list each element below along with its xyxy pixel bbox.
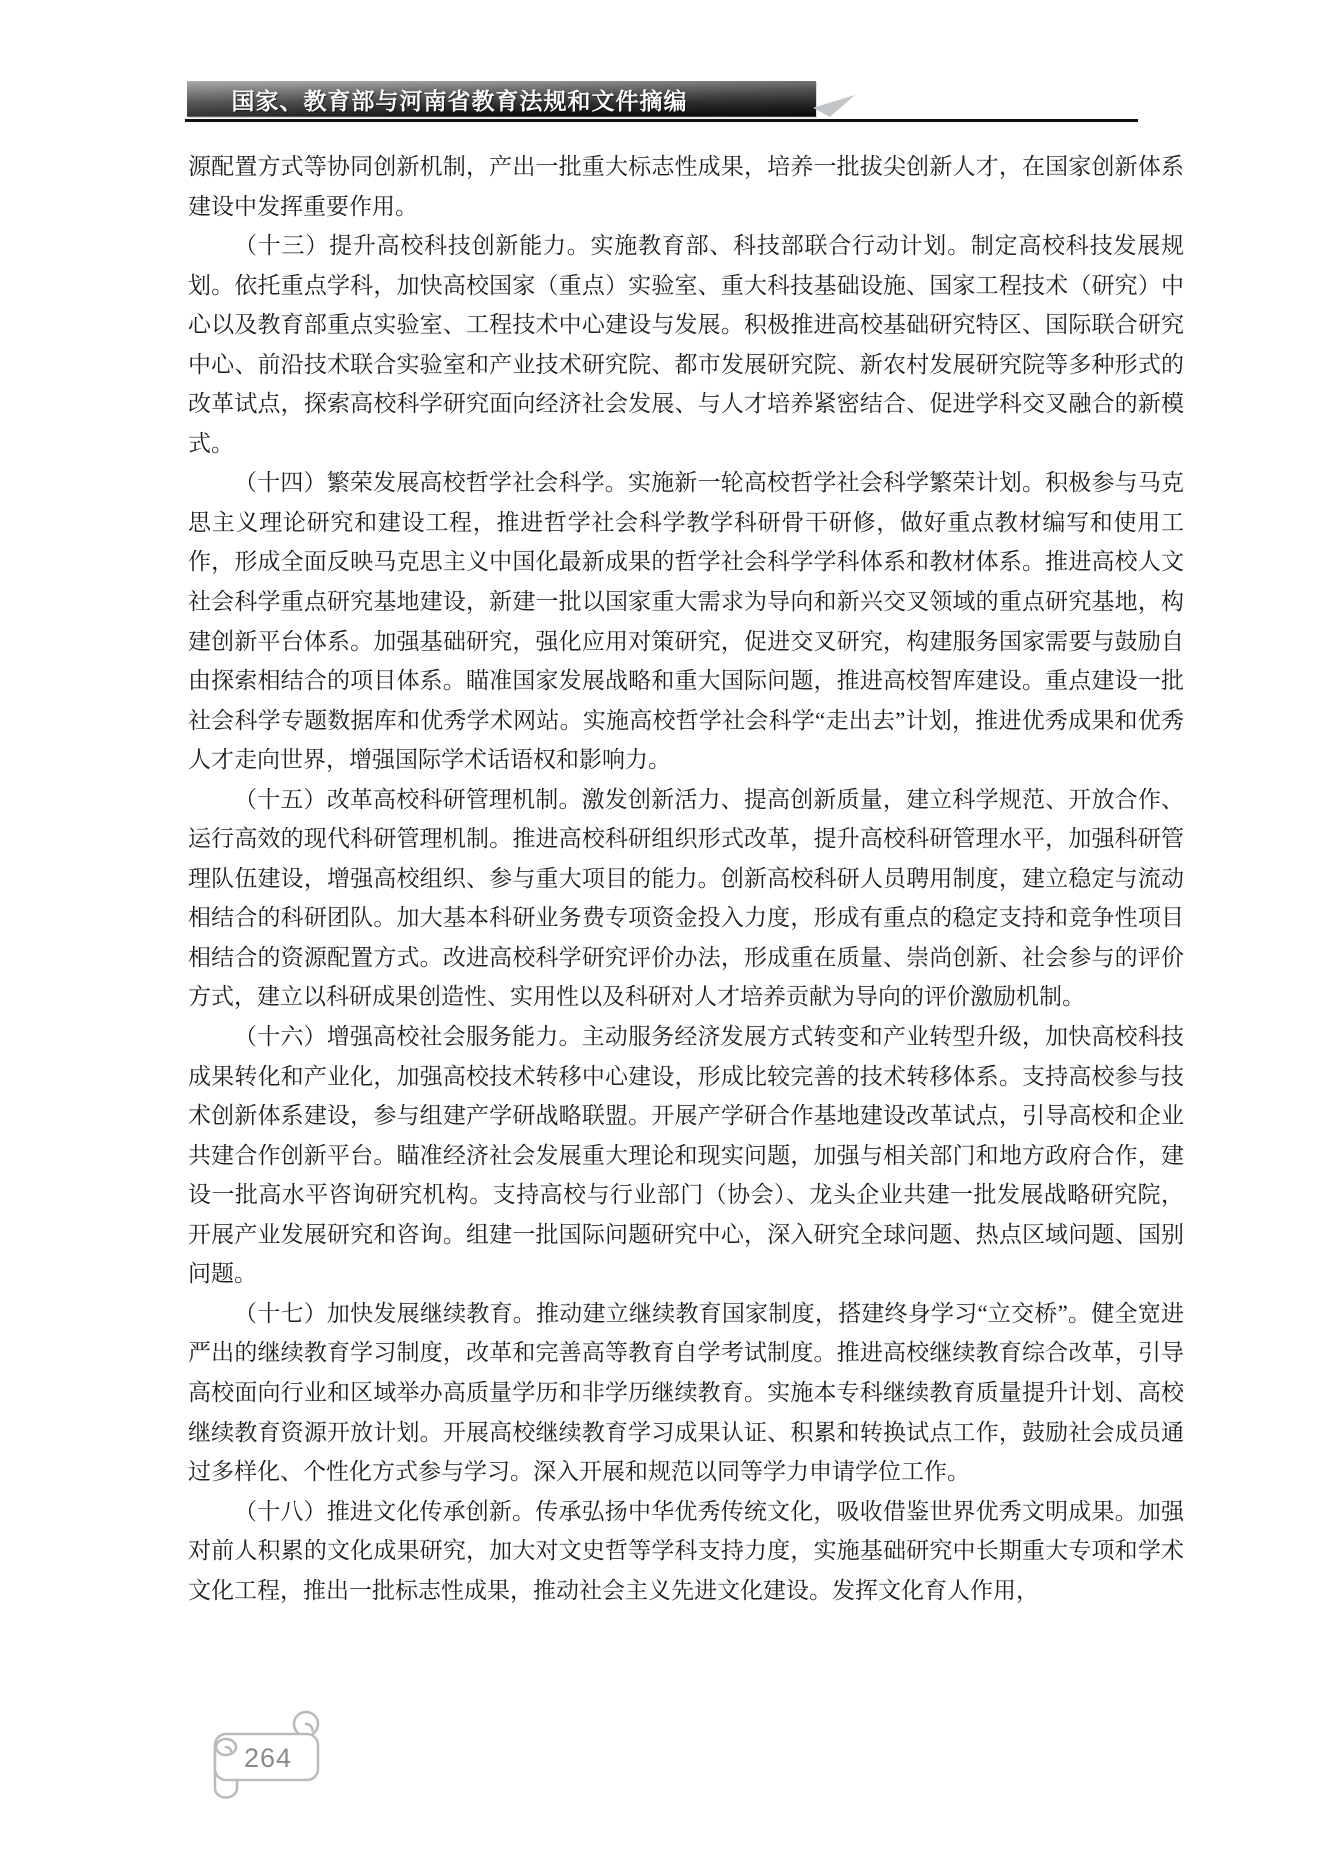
page-number: 264 — [243, 1742, 293, 1773]
document-body-text — [188, 147, 1184, 1610]
header-divider-rule — [185, 119, 1138, 122]
paragraph-continuation: 源配置方式等协同创新机制，产出一批重大标志性成果，培养一批拔尖创新人才，在国家创新体系建设中发挥重要作用。 — [188, 154, 1184, 219]
chapter-header-banner — [187, 81, 816, 117]
paragraph-item-18: （十八）推进文化传承创新。传承弘扬中华优秀传统文化，吸收借鉴世界优秀文明成果。加强对前人积累的文化成果研究，加大对文史哲等学科支持力度，实施基础研究中长期重大专项和学术文化工程，推出一批标志性成果，推动社会主义先进文化建设。发挥文化育人作用， — [188, 1498, 1184, 1603]
paragraph-item-13: （十三）提升高校科技创新能力。实施教育部、科技部联合行动计划。制定高校科技发展规划。依托重点学科，加快高校国家（重点）实验室、重大科技基础设施、国家工程技术（研究）中心以及教育部重点实验室、工程技术中心建设与发展。积极推进高校基础研究特区、国际联合研究中心、前沿技术联合实验室和产业技术研究院、都市发展研究院、新农村发展研究院等多种形式的改革试点，探索高校科学研究面向经济社会发展、与人才培养紧密结合、促进学科交叉融合的新模式。 — [188, 233, 1184, 456]
paragraph-item-15: （十五）改革高校科研管理机制。激发创新活力、提高创新质量，建立科学规范、开放合作、运行高效的现代科研管理机制。推进高校科研组织形式改革，提升高校科研管理水平，加强科研管理队伍建设，增强高校组织、参与重大项目的能力。创新高校科研人员聘用制度，建立稳定与流动相结合的科研团队。加大基本科研业务费专项资金投入力度，形成有重点的稳定支持和竞争性项目相结合的资源配置方式。改进高校科学研究评价办法，形成重在质量、崇尚创新、社会参与的评价方式，建立以科研成果创造性、实用性以及科研对人才培养贡献为导向的评价激励机制。 — [188, 786, 1184, 1010]
page-number-badge — [204, 1709, 330, 1805]
paragraph-item-17: （十七）加快发展继续教育。推动建立继续教育国家制度，搭建终身学习“立交桥”。健全宽进严出的继续教育学习制度，改革和完善高等教育自学考试制度。推进高校继续教育综合改革，引导高校面向行业和区域举办高质量学历和非学历继续教育。实施本专科继续教育质量提升计划、高校继续教育资源开放计划。开展高校继续教育学习成果认证、积累和转换试点工作，鼓励社会成员通过多样化、个性化方式参与学习。深入开展和规范以同等学力申请学位工作。 — [188, 1300, 1184, 1485]
banner-ribbon-tail-icon — [813, 95, 855, 117]
paragraph-item-14: （十四）繁荣发展高校哲学社会科学。实施新一轮高校哲学社会科学繁荣计划。积极参与马克思主义理论研究和建设工程，推进哲学社会科学教学科研骨干研修，做好重点教材编写和使用工作，形成全面反映马克思主义中国化最新成果的哲学社会科学学科体系和教材体系。推进高校人文社会科学重点研究基地建设，新建一批以国家重大需求为导向和新兴交叉领域的重点研究基地，构建创新平台体系。加强基础研究，强化应用对策研究，促进交叉研究，构建服务国家需要与鼓励自由探索相结合的项目体系。瞄准国家发展战略和重大国际问题，推进高校智库建设。重点建设一批社会科学专题数据库和优秀学术网站。实施高校哲学社会科学“走出去”计划，推进优秀成果和优秀人才走向世界，增强国际学术话语权和影响力。 — [188, 470, 1184, 773]
paragraph-item-16: （十六）增强高校社会服务能力。主动服务经济发展方式转变和产业转型升级，加快高校科技成果转化和产业化，加强高校技术转移中心建设，形成比较完善的技术转移体系。支持高校参与技术创新体系建设，参与组建产学研战略联盟。开展产学研合作基地建设改革试点，引导高校和企业共建合作创新平台。瞄准经济社会发展重大理论和现实问题，加强与相关部门和地方政府合作，建设一批高水平咨询研究机构。支持高校与行业部门（协会）、龙头企业共建一批发展战略研究院，开展产业发展研究和咨询。组建一批国际问题研究中心，深入研究全球问题、热点区域问题、国别问题。 — [188, 1024, 1184, 1287]
chapter-header-title: 国家、教育部与河南省教育法规和文件摘编 — [231, 88, 688, 114]
